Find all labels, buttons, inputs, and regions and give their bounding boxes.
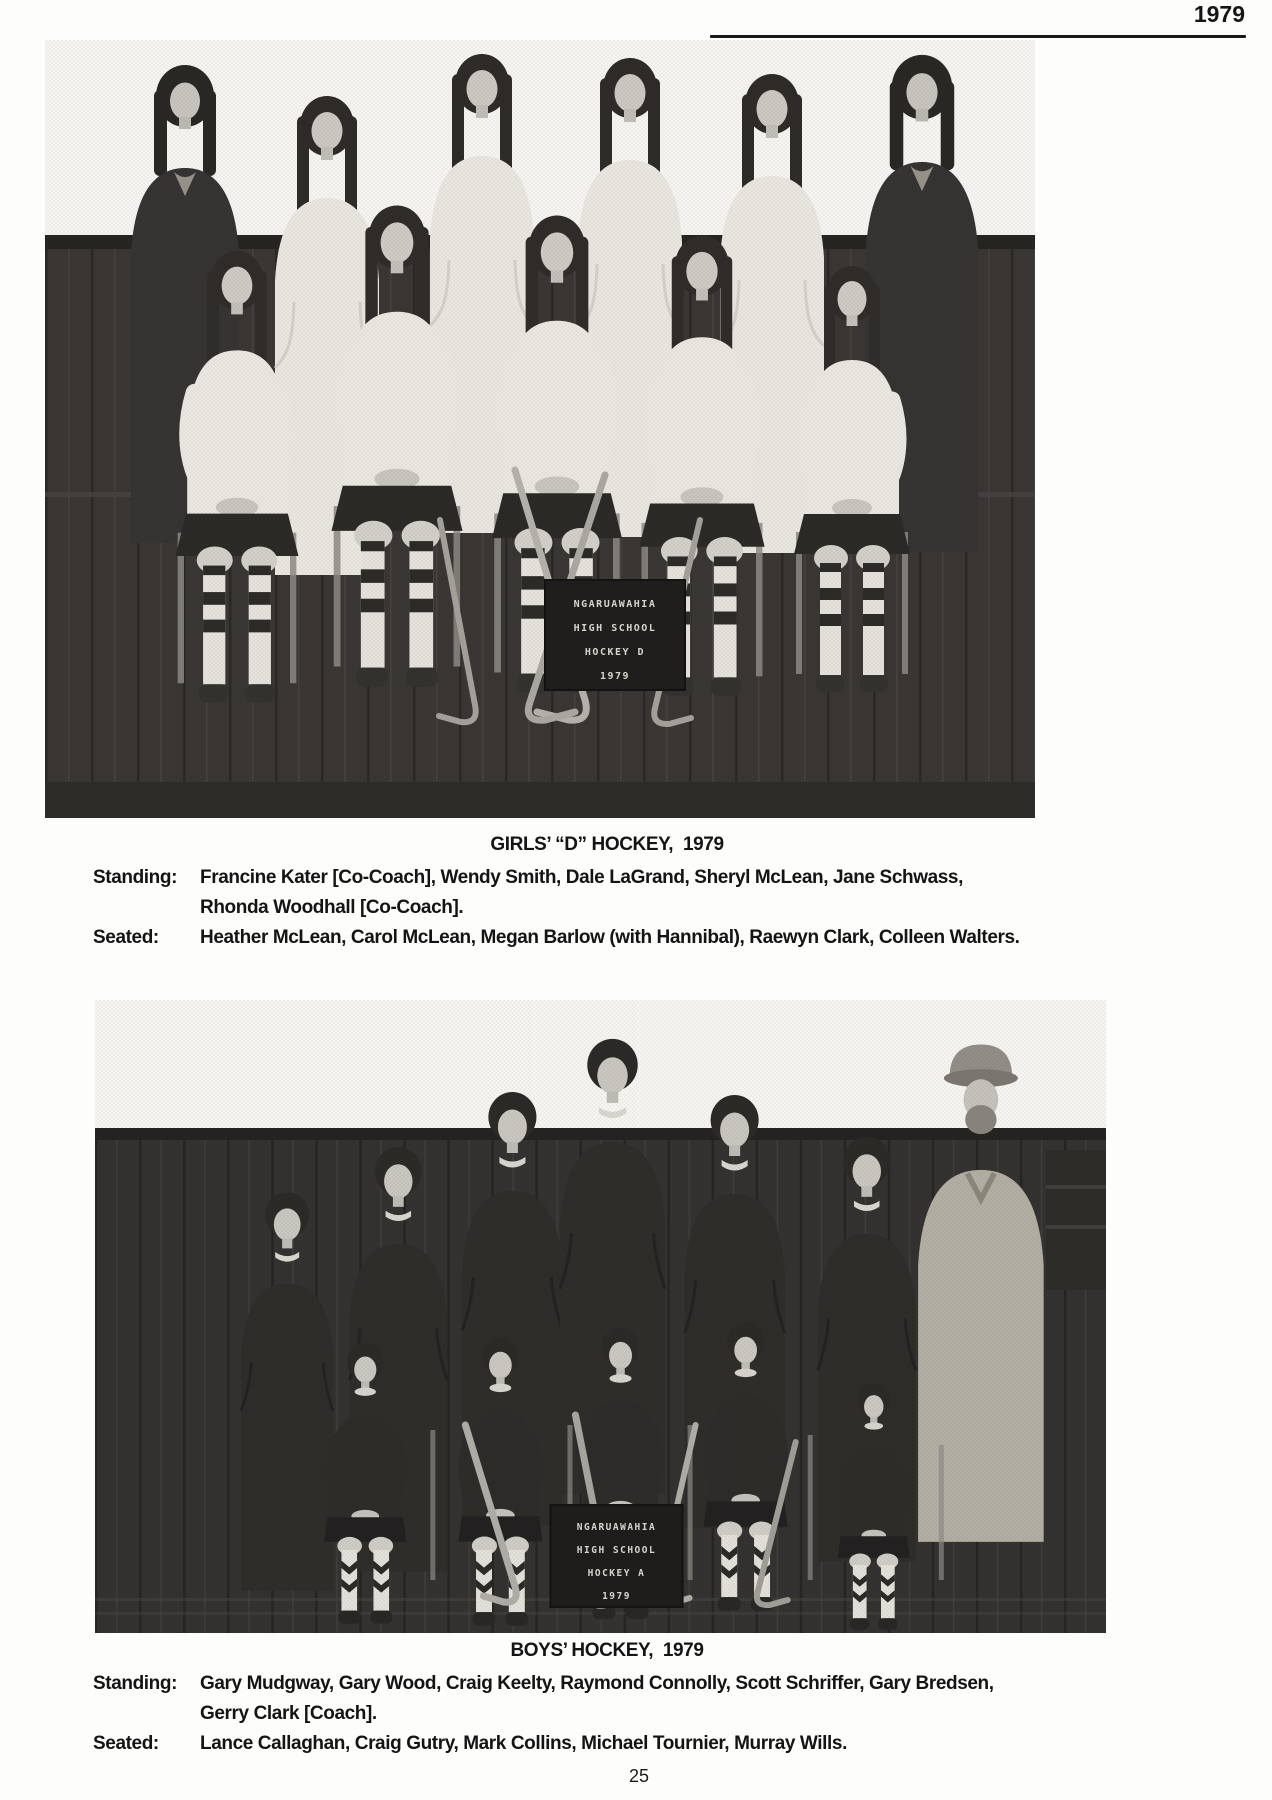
girls-sign-line-1: NGARUAWAHIA [573, 599, 657, 610]
girls-sign-line-2: HIGH SCHOOL [573, 623, 657, 634]
girls-halftone-overlay [45, 40, 1035, 818]
boys-standing-row-caption [93, 1669, 1185, 1729]
girls-standing-label: Standing: [93, 867, 177, 888]
page-number: 25 [628, 1766, 650, 1786]
year-header: 1979 [1193, 1, 1245, 27]
boys-seated-row-caption [93, 1729, 1185, 1759]
girls-caption-title: GIRLS’ “D” HOCKEY, 1979 [490, 834, 724, 855]
header-rule [710, 35, 1246, 38]
boys-team-photo [95, 1000, 1106, 1633]
girls-standing-names [200, 863, 1185, 923]
boys-halftone-overlay [95, 1000, 1106, 1633]
girls-caption [93, 832, 1185, 953]
boys-sign-line-1: NGARUAWAHIA [576, 1522, 657, 1533]
girls-seated-label: Seated: [93, 927, 159, 948]
boys-standing-names-line1: Gary Mudgway, Gary Wood, Craig Keelty, Raymond Connolly, Scott Schriffer, Gary Bredsen, [200, 1673, 994, 1694]
boys-seated-label: Seated: [93, 1733, 159, 1754]
girls-photo-svg [45, 40, 1035, 818]
girls-standing-names-line1: Francine Kater [Co-Coach], Wendy Smith, Dale LaGrand, Sheryl McLean, Jane Schwass, [200, 867, 963, 888]
boys-standing-label: Standing: [93, 1673, 177, 1694]
boys-caption-title: BOYS’ HOCKEY, 1979 [510, 1640, 704, 1661]
boys-standing-names-line2: Gerry Clark [Coach]. [200, 1703, 377, 1724]
boys-photo-svg [95, 1000, 1106, 1633]
girls-team-photo [45, 40, 1035, 818]
girls-seated-row-caption [93, 923, 1185, 953]
boys-standing-names [200, 1669, 1185, 1729]
boys-caption [93, 1638, 1185, 1759]
boys-sign-line-3: HOCKEY A [587, 1568, 646, 1579]
girls-sign-line-4: 1979 [599, 671, 631, 682]
girls-sign-line-3: HOCKEY D [584, 647, 646, 658]
boys-sign-line-4: 1979 [602, 1591, 631, 1602]
girls-seated-names: Heather McLean, Carol McLean, Megan Barlow (with Hannibal), Raewyn Clark, Colleen Walters. [200, 927, 1020, 948]
boys-seated-names: Lance Callaghan, Craig Gutry, Mark Collins, Michael Tournier, Murray Wills. [200, 1733, 847, 1754]
girls-standing-row-caption [93, 863, 1185, 923]
girls-standing-names-line2: Rhonda Woodhall [Co-Coach]. [200, 897, 464, 918]
boys-sign-line-2: HIGH SCHOOL [576, 1545, 657, 1556]
